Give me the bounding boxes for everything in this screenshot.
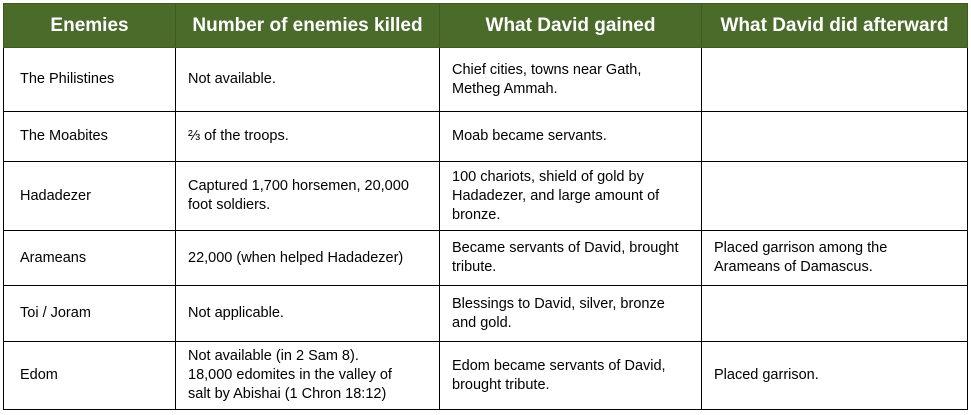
table-row — [4, 48, 968, 112]
header-number-killed: Number of enemies killed — [176, 4, 440, 48]
cell-enemy: The Moabites — [4, 112, 176, 162]
cell-gained: Moab became servants. — [440, 112, 702, 162]
header-did-afterward: What David did afterward — [702, 4, 968, 48]
table-row — [4, 342, 968, 410]
cell-afterward: Placed garrison among the Arameans of Damascus. — [702, 231, 968, 286]
cell-killed: 22,000 (when helped Hadadezer) — [176, 231, 440, 286]
enemies-table-container — [3, 3, 967, 410]
cell-enemy: Edom — [4, 342, 176, 410]
cell-afterward — [702, 112, 968, 162]
cell-afterward — [702, 286, 968, 342]
cell-gained: Blessings to David, silver, bronze and gold. — [440, 286, 702, 342]
cell-enemy: Toi / Joram — [4, 286, 176, 342]
header-enemies: Enemies — [4, 4, 176, 48]
cell-enemy: Arameans — [4, 231, 176, 286]
cell-afterward: Placed garrison. — [702, 342, 968, 410]
cell-gained: 100 chariots, shield of gold by Hadadezer, and large amount of bronze. — [440, 162, 702, 231]
cell-killed: Captured 1,700 horsemen, 20,000 foot soldiers. — [176, 162, 440, 231]
cell-killed: Not available (in 2 Sam 8). 18,000 edomites in the valley of salt by Abishai (1 Chron 18:12) — [176, 342, 440, 410]
table-body — [4, 48, 968, 410]
cell-enemy: The Philistines — [4, 48, 176, 112]
header-row — [4, 4, 968, 48]
table-row — [4, 112, 968, 162]
cell-killed: Not applicable. — [176, 286, 440, 342]
table-row — [4, 231, 968, 286]
enemies-table — [3, 3, 968, 410]
cell-killed: Not available. — [176, 48, 440, 112]
cell-afterward — [702, 162, 968, 231]
cell-gained: Chief cities, towns near Gath, Metheg Ammah. — [440, 48, 702, 112]
cell-afterward — [702, 48, 968, 112]
table-row — [4, 286, 968, 342]
table-row — [4, 162, 968, 231]
cell-killed: ⅔ of the troops. — [176, 112, 440, 162]
cell-gained: Became servants of David, brought tribute. — [440, 231, 702, 286]
header-what-gained: What David gained — [440, 4, 702, 48]
cell-enemy: Hadadezer — [4, 162, 176, 231]
table-header — [4, 4, 968, 48]
cell-gained: Edom became servants of David, brought tribute. — [440, 342, 702, 410]
